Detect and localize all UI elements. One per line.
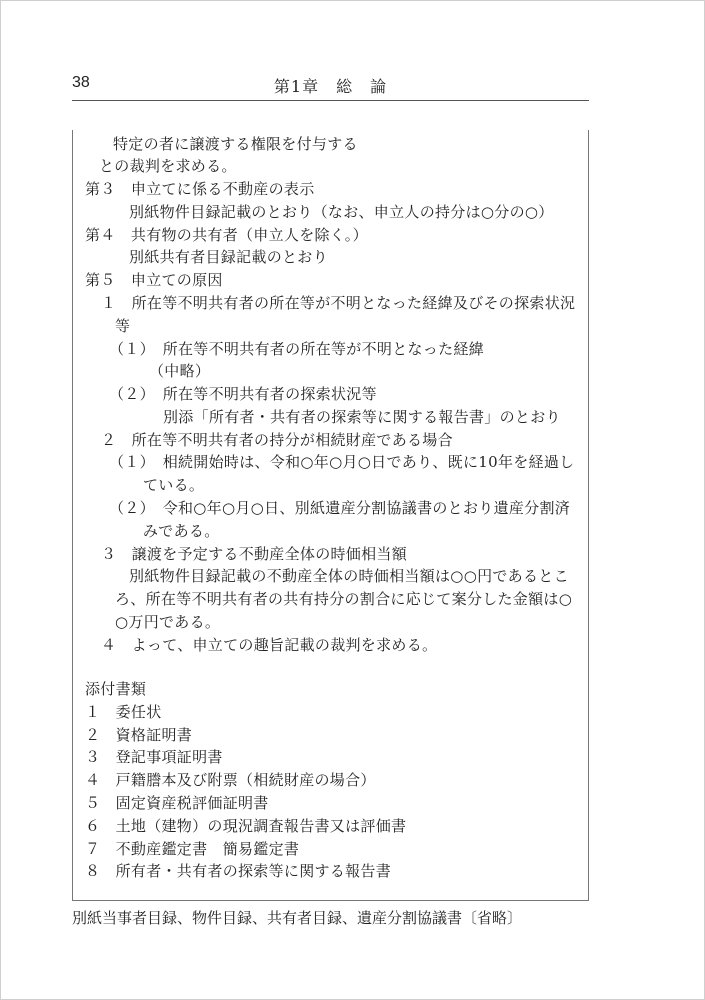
footer-note: 別紙当事者目録、物件目録、共有者目録、遺産分割協議書〔省略〕 [72, 909, 523, 927]
section-heading: 第５ 申立ての原因 [85, 271, 223, 289]
body-line: ３ 譲渡を予定する不動産全体の時価相当額 [101, 545, 408, 563]
attachment-item: ２ 資格証明書 [85, 726, 193, 744]
attachment-item: ４ 戸籍謄本及び附票（相続財産の場合） [85, 771, 376, 789]
attachment-item: ３ 登記事項証明書 [85, 748, 223, 766]
attachment-item: ８ 所有者・共有者の探索等に関する報告書 [85, 862, 392, 880]
body-line: 等 [115, 317, 131, 335]
body-line: 別紙物件目録記載のとおり（なお、申立人の持分は○分の○） [129, 203, 554, 221]
body-line: との裁判を求める。 [99, 157, 237, 175]
body-line: 別紙物件目録記載の不動産全体の時価相当額は○○円であるとこ [129, 567, 569, 585]
attachment-item: １ 委任状 [85, 703, 162, 721]
page-number: 38 [72, 74, 90, 91]
body-line: ろ、所在等不明共有者の共有持分の割合に応じて案分した金額は○ [115, 590, 573, 608]
body-line: 別添「所有者・共有者の探索等に関する報告書」のとおり [163, 408, 561, 426]
section-heading: 第３ 申立てに係る不動産の表示 [85, 180, 315, 198]
body-line: （２） 所在等不明共有者の探索状況等 [109, 385, 377, 403]
body-line: （１） 所在等不明共有者の所在等が不明となった経緯 [109, 340, 485, 358]
section-heading: 第４ 共有物の共有者（申立人を除く。） [85, 226, 368, 244]
body-line: （中略） [149, 362, 211, 380]
attachment-item: ７ 不動産鑑定書 簡易鑑定書 [85, 840, 300, 858]
attachments-title: 添付書類 [85, 680, 147, 698]
body-line: ている。 [143, 476, 205, 494]
document-box [72, 130, 589, 901]
body-line: １ 所在等不明共有者の所在等が不明となった経緯及びその探索状況 [101, 294, 576, 312]
body-line: 特定の者に譲渡する権限を付与する [113, 135, 358, 153]
body-line: （１） 相続開始時は、令和○年○月○日であり、既に10年を経過し [109, 453, 575, 471]
body-line: （２） 令和○年○月○日、別紙遺産分割協議書のとおり遺産分割済 [109, 499, 571, 517]
page-header [72, 74, 589, 101]
body-line: ２ 所在等不明共有者の持分が相続財産である場合 [101, 431, 453, 449]
chapter-title: 第1章 総 論 [273, 77, 388, 96]
body-line: 別紙共有者目録記載のとおり [129, 248, 328, 266]
body-line: ４ よって、申立ての趣旨記載の裁判を求める。 [101, 636, 438, 654]
body-line: ○万円である。 [115, 613, 221, 631]
attachment-item: ５ 固定資産税評価証明書 [85, 794, 269, 812]
attachment-item: ６ 土地（建物）の現況調査報告書又は評価書 [85, 817, 407, 835]
body-line: みである。 [143, 522, 220, 540]
